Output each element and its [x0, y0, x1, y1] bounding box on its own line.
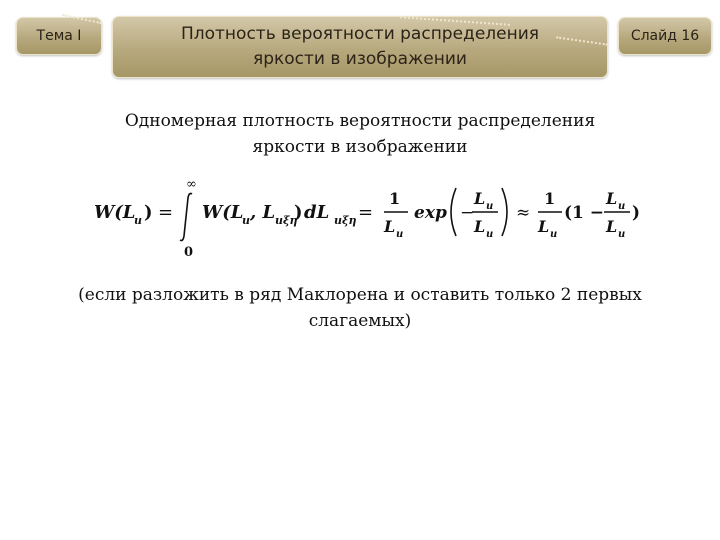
approx-sign: ≈ [516, 203, 531, 223]
title-line-1: Плотность вероятности распределения [180, 24, 539, 44]
integrand-sub-2: иξη [275, 214, 298, 227]
formula-lhs-close: ) [144, 202, 153, 223]
fraction-2-denominator: L [474, 217, 486, 236]
exp-left-paren [451, 188, 456, 236]
fraction-1-numerator: 1 [389, 189, 401, 208]
integrand-comma-l: , L [250, 202, 276, 223]
fraction-2-den-sub: и [486, 229, 494, 240]
exp-minus: − [460, 203, 475, 223]
fraction-3-denominator: L [538, 217, 550, 236]
slide-number-tab[interactable] [618, 17, 712, 55]
formula-lhs: W(L [94, 202, 136, 223]
integral-sign [180, 194, 192, 241]
title-banner [112, 16, 608, 78]
title-line-2: яркости в изображении [253, 49, 467, 69]
note-line-1: (если разложить в ряд Маклорена и оставить только 2 первых [78, 285, 642, 305]
note-line-2: слагаемых) [308, 311, 412, 331]
exp-right-paren [502, 188, 507, 236]
subtitle-line-2: яркости в изображении [252, 137, 468, 157]
differential-dl: dL [304, 202, 330, 223]
probability-density-formula [86, 170, 666, 260]
topic-label: Тема I [36, 28, 82, 44]
formula-final-close: ) [632, 203, 641, 223]
differential-sub: иξη [334, 214, 357, 227]
integrand-close: ) [294, 202, 303, 223]
fraction-4-num-sub: и [618, 201, 626, 212]
integrand-w: W(L [202, 202, 244, 223]
fraction-2-num-sub: и [486, 201, 494, 212]
formula-lhs-sub: и [134, 214, 142, 227]
formula-eq-2: = [358, 202, 374, 223]
subtitle [70, 108, 650, 160]
fraction-1-denominator: L [384, 217, 396, 236]
fraction-4-numerator: L [606, 189, 618, 208]
fraction-3-numerator: 1 [544, 189, 556, 208]
fraction-4-den-sub: и [618, 229, 626, 240]
integral-upper-limit: ∞ [186, 177, 197, 192]
fraction-1-sub: и [396, 229, 404, 240]
slide-label: Слайд 16 [630, 28, 700, 44]
subtitle-line-1: Одномерная плотность вероятности распределения [124, 111, 596, 131]
exp-function: exp [414, 203, 447, 223]
fraction-3-sub: и [550, 229, 558, 240]
one-minus: (1 − [564, 203, 605, 223]
fraction-2-numerator: L [474, 189, 486, 208]
maclaurin-note [50, 282, 670, 334]
integral-lower-limit: 0 [184, 245, 194, 260]
integrand-sub-1: и [242, 214, 250, 227]
topic-tab[interactable] [16, 17, 102, 55]
fraction-4-denominator: L [606, 217, 618, 236]
formula-eq-1: = [158, 202, 174, 223]
